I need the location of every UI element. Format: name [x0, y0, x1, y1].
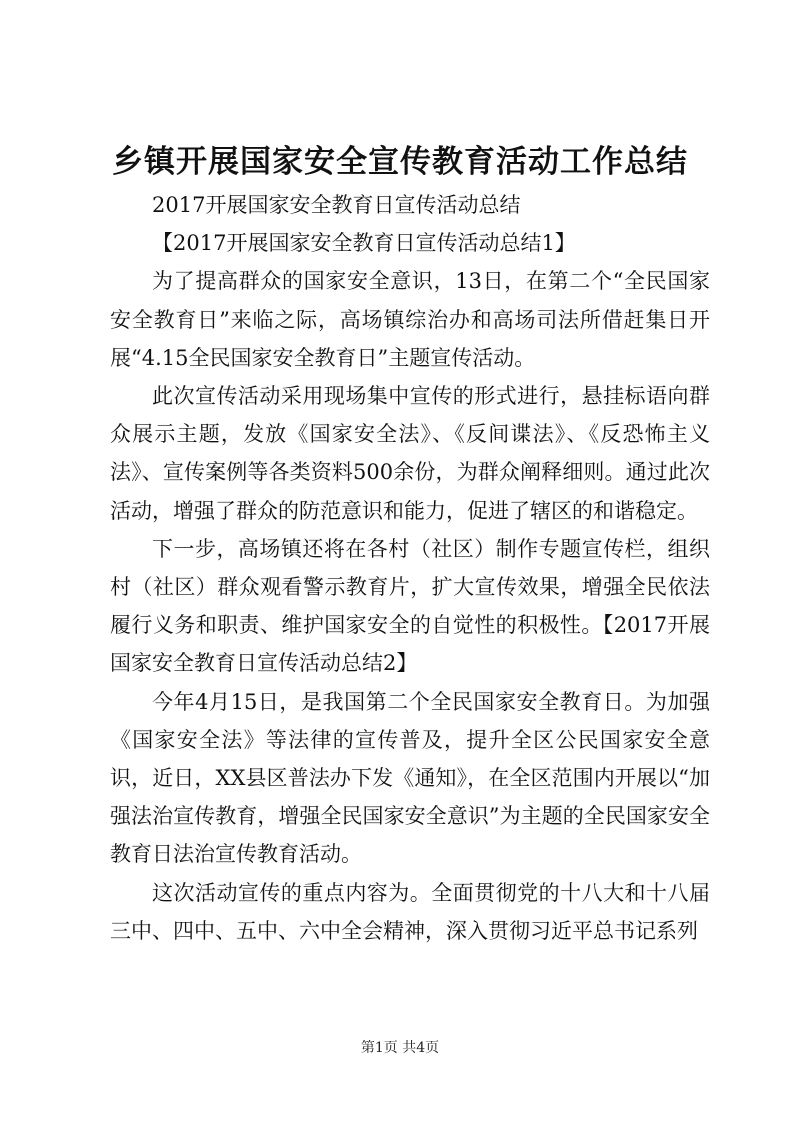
- paragraph-body: 为了提高群众的国家安全意识，13日，在第二个“全民国家安全教育日”来临之际，高场镇综治办和高场司法所借赶集日开展“4.15全民国家安全教育日”主题宣传活动。: [110, 269, 710, 370]
- paragraph-section-heading-1: 【2017开展国家安全教育日宣传活动总结1】: [152, 231, 576, 256]
- paragraph-subtitle: 2017开展国家安全教育日宣传活动总结: [152, 193, 521, 217]
- paragraph-body: 此次宣传活动采用现场集中宣传的形式进行，悬挂标语向群众展示主题，发放《国家安全法》、《反间谍法》、《反恐怖主义法》、宣传案例等各类资料500余份，为群众阐释细则。通过此次活动，增强了群众的防范意识和能力，促进了辖区的和谐稳定。: [110, 384, 710, 523]
- paragraph-body: 今年4月15日，是我国第二个全民国家安全教育日。为加强《国家安全法》等法律的宣传普及，提升全区公民国家安全意识，近日，XX县区普法办下发《通知》，在全区范围内开展以“加强法治宣传教育，增强全民国家安全意识”为主题的全民国家安全教育日法治宣传教育活动。: [110, 689, 710, 867]
- page-number-footer: 第1页 共4页: [360, 1040, 440, 1056]
- document-body: [110, 186, 710, 950]
- document-title: 乡镇开展国家安全宣传教育活动工作总结: [112, 144, 688, 180]
- paragraph-body: 这次活动宣传的重点内容为。全面贯彻党的十八大和十八届三中、四中、五中、六中全会精神，深入贯彻习近平总书记系列: [110, 880, 710, 943]
- paragraph-body: 下一步，高场镇还将在各村（社区）制作专题宣传栏，组织村（社区）群众观看警示教育片，扩大宣传效果，增强全民依法履行义务和职责、维护国家安全的自觉性的积极性。【2017开展国家安全教育日宣传活动总结2】: [110, 536, 710, 676]
